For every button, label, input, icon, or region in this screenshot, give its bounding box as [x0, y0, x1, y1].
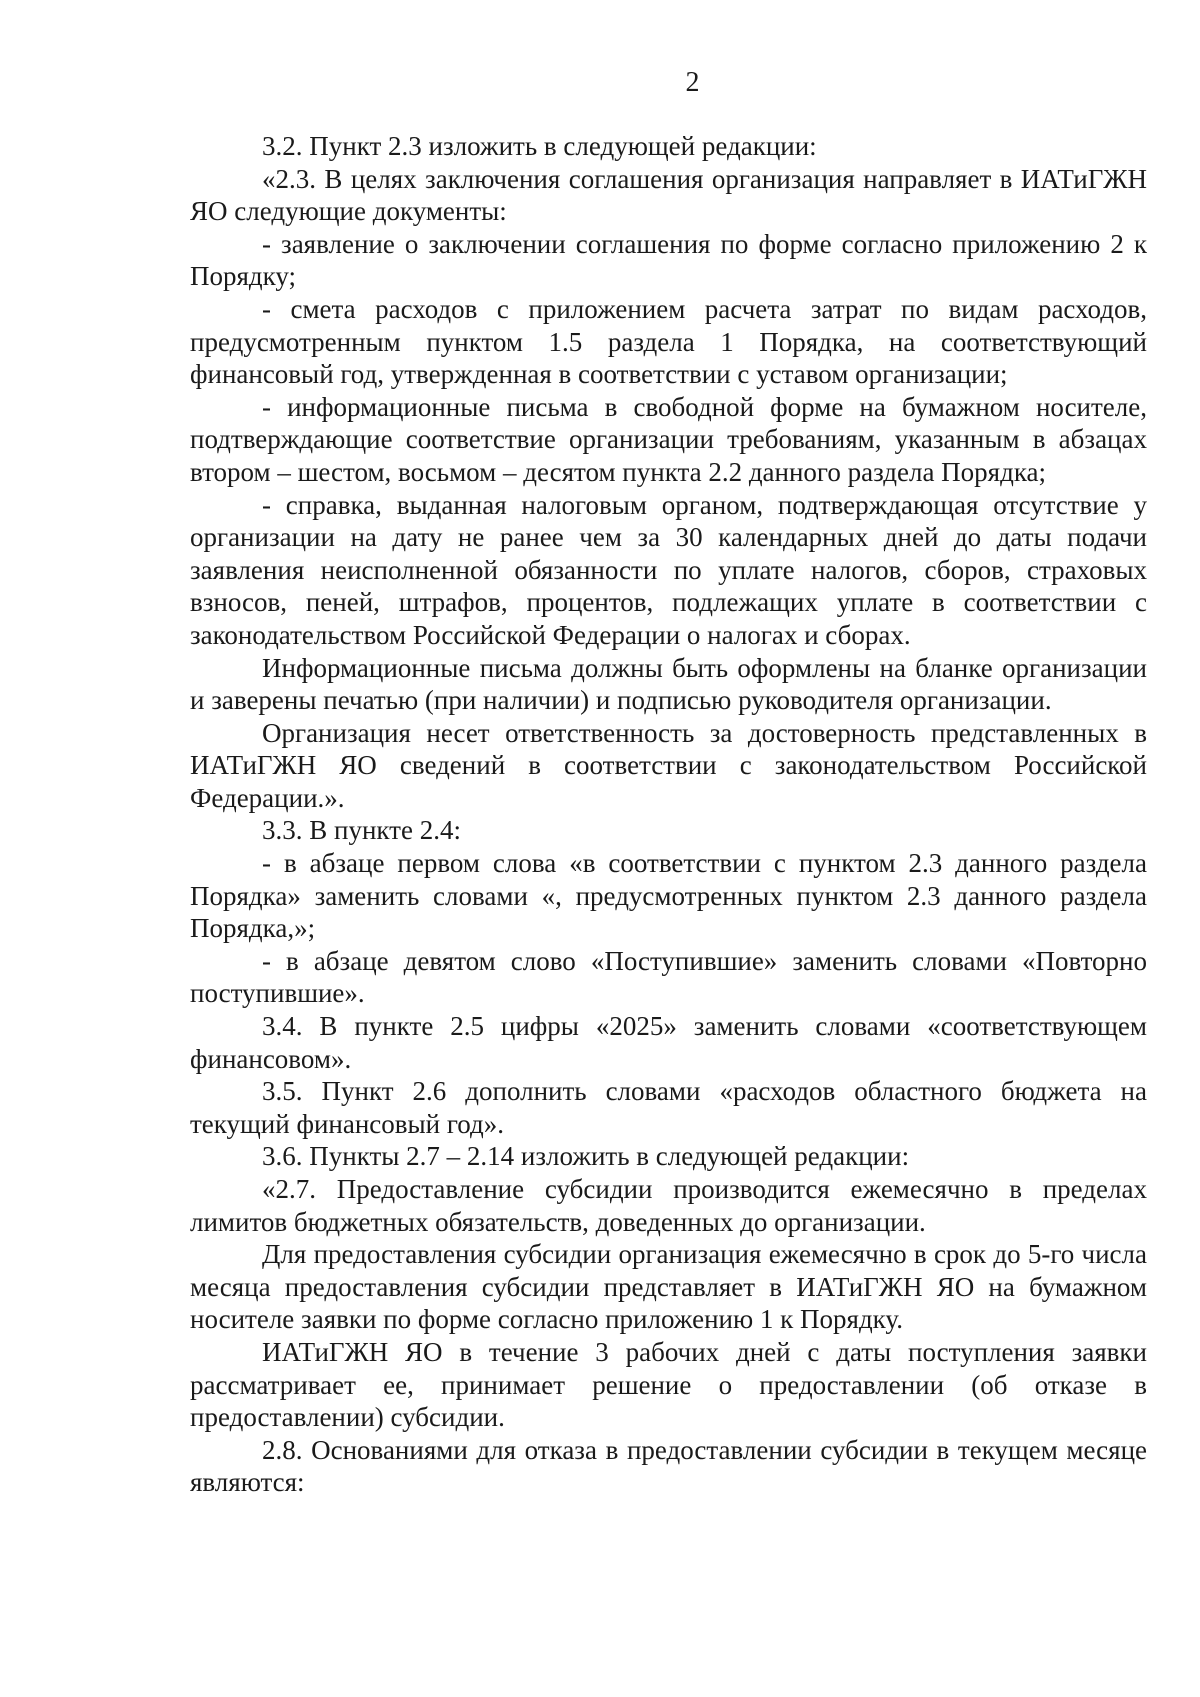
list-item-info-letters: - информационные письма в свободной форме на бумажном носителе, подтверждающие соответствие организации требованиям, указанным в абзацах втором – шестом, восьмом – десятом пункта 2.2 данного раздела Порядка;: [190, 391, 1147, 487]
list-item-application: - заявление о заключении соглашения по форме согласно приложению 2 к Порядку;: [190, 228, 1147, 292]
paragraph-2-8: 2.8. Основаниями для отказа в предоставлении субсидии в текущем месяце являются:: [190, 1434, 1147, 1498]
paragraph-3-3: 3.3. В пункте 2.4:: [262, 815, 461, 846]
list-item-first-abzac: - в абзаце первом слова «в соответствии с пунктом 2.3 данного раздела Порядка» заменить словами «, предусмотренных пунктом 2.3 данного раздела Порядка,»;: [190, 848, 1147, 944]
paragraph-3-2: 3.2. Пункт 2.3 изложить в следующей редакции:: [262, 131, 817, 161]
paragraph-responsibility: Организация несет ответственность за достоверность представленных в ИАТиГЖН ЯО сведений в соответствии с законодательством Российской Федерации.».: [190, 717, 1147, 813]
paragraph-3-6: 3.6. Пункты 2.7 – 2.14 изложить в следующей редакции:: [262, 1141, 910, 1172]
paragraph-subsidy-request: Для предоставления субсидии организация ежемесячно в срок до 5-го числа месяца предоставления субсидии представляет в ИАТиГЖН ЯО на бумажном носителе заявки по форме согласно приложению 1 к Порядку.: [190, 1239, 1147, 1335]
paragraph-3-5: 3.5. Пункт 2.6 дополнить словами «расходов областного бюджета на текущий финансовый год».: [190, 1076, 1147, 1139]
paragraph-info-letters-form: Информационные письма должны быть оформлены на бланке организации и заверены печатью (при наличии) и подписью руководителя организации.: [190, 652, 1147, 716]
list-item-estimate: - смета расходов с приложением расчета затрат по видам расходов, предусмотренным пунктом 1.5 раздела 1 Порядка, на соответствующий финансовый год, утвержденная в соответствии с уставом организации;: [190, 293, 1147, 390]
list-item-tax-certificate: - справка, выданная налоговым органом, подтверждающая отсутствие у организации на дату не ранее чем за 30 календарных дней до даты подачи заявления неисполненной обязанности по уплате налогов, сборов, страховых взносов, пеней, штрафов, процентов, подлежащих уплате в соответствии с законодательством Российской Федерации о налогах и сборах.: [190, 489, 1147, 650]
document-body: [190, 130, 1147, 1499]
paragraph-review: ИАТиГЖН ЯО в течение 3 рабочих дней с даты поступления заявки рассматривает ее, принимает решение о предоставлении (об отказе в предоставлении) субсидии.: [190, 1336, 1147, 1433]
list-item-ninth-abzac: - в абзаце девятом слово «Поступившие» заменить словами «Повторно поступившие».: [190, 945, 1147, 1009]
paragraph-2-3: «2.3. В целях заключения соглашения организация направляет в ИАТиГЖН ЯО следующие документы:: [190, 163, 1147, 227]
page-number: 2: [685, 67, 700, 98]
paragraph-2-7: «2.7. Предоставление субсидии производится ежемесячно в пределах лимитов бюджетных обязательств, доведенных до организации.: [190, 1174, 1147, 1237]
paragraph-3-4: 3.4. В пункте 2.5 цифры «2025» заменить словами «соответствующем финансовом».: [190, 1011, 1147, 1074]
